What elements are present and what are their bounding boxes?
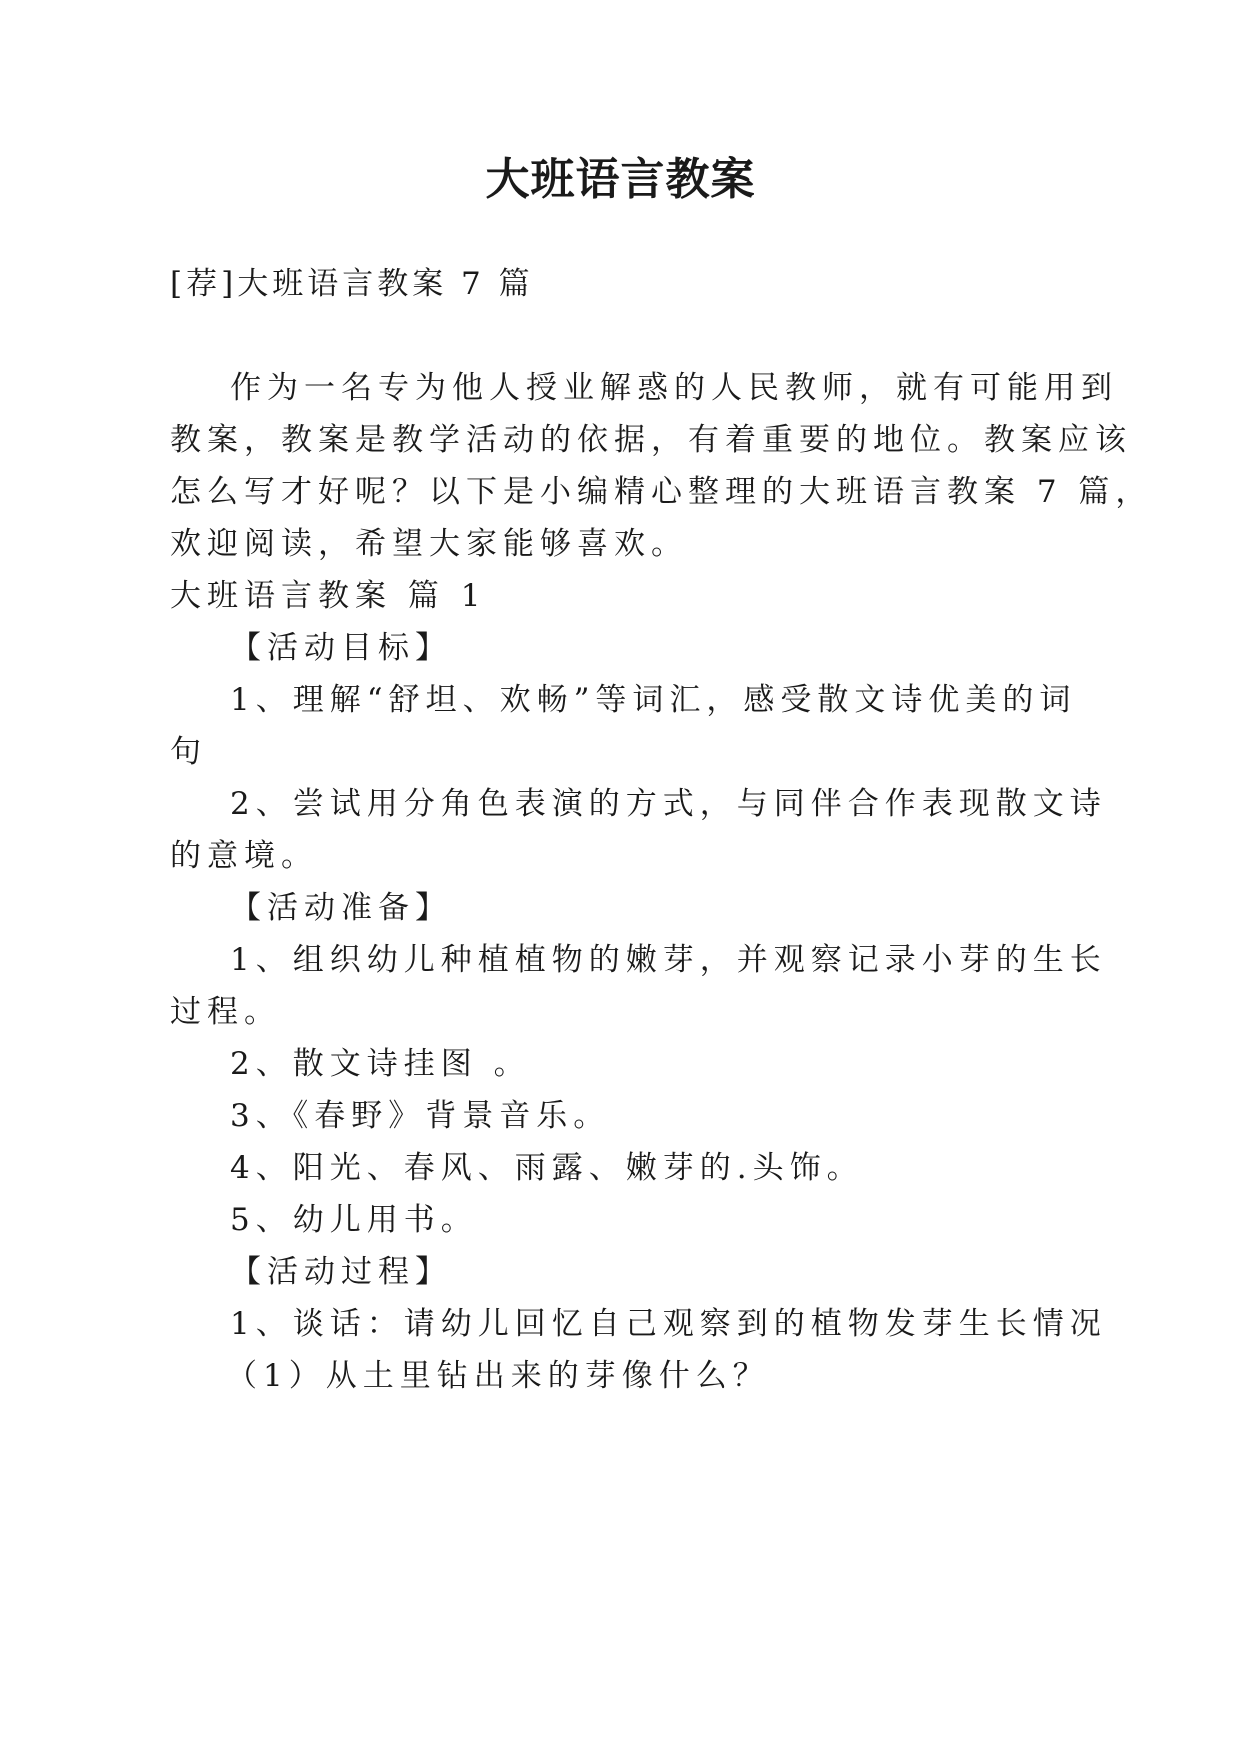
process-item-1-sub-1: （1）从土里钻出来的芽像什么？ [226,1358,770,1394]
preparation-item-2: 2、散文诗挂图 。 [230,1046,531,1082]
intro-line-4: 欢迎阅读，希望大家能够喜欢。 [170,526,688,562]
document-subtitle: [荐]大班语言教案 7 篇 [170,266,534,302]
process-heading: 【活动过程】 [230,1254,452,1290]
intro-line-3: 怎么写才好呢？以下是小编精心整理的大班语言教案 7 篇， [170,474,1153,510]
process-item-1: 1、谈话：请幼儿回忆自己观察到的植物发芽生长情况 [230,1306,1107,1342]
section-heading: 大班语言教案 篇 1 [170,578,487,614]
document-title: 大班语言教案 [485,154,756,205]
preparation-item-1-line-1: 1、组织幼儿种植植物的嫩芽，并观察记录小芽的生长 [230,942,1107,978]
goals-item-1-line-2: 句 [170,734,207,770]
preparation-item-3: 3、《春野》背景音乐。 [230,1098,611,1134]
preparation-item-5: 5、幼儿用书。 [230,1202,478,1238]
goals-item-2-line-1: 2、尝试用分角色表演的方式，与同伴合作表现散文诗 [230,786,1107,822]
goals-item-1-line-1: 1、理解“舒坦、欢畅”等词汇，感受散文诗优美的词 [230,682,1077,718]
preparation-item-1-line-2: 过程。 [170,994,281,1030]
preparation-item-4: 4、阳光、春风、雨露、嫩芽的.头饰。 [230,1150,864,1186]
intro-line-2: 教案，教案是教学活动的依据，有着重要的地位。教案应该 [170,422,1132,458]
goals-item-2-line-2: 的意境。 [170,838,318,874]
goals-heading: 【活动目标】 [230,630,452,666]
intro-line-1: 作为一名专为他人授业解惑的人民教师，就有可能用到 [230,370,1118,406]
preparation-heading: 【活动准备】 [230,890,452,926]
